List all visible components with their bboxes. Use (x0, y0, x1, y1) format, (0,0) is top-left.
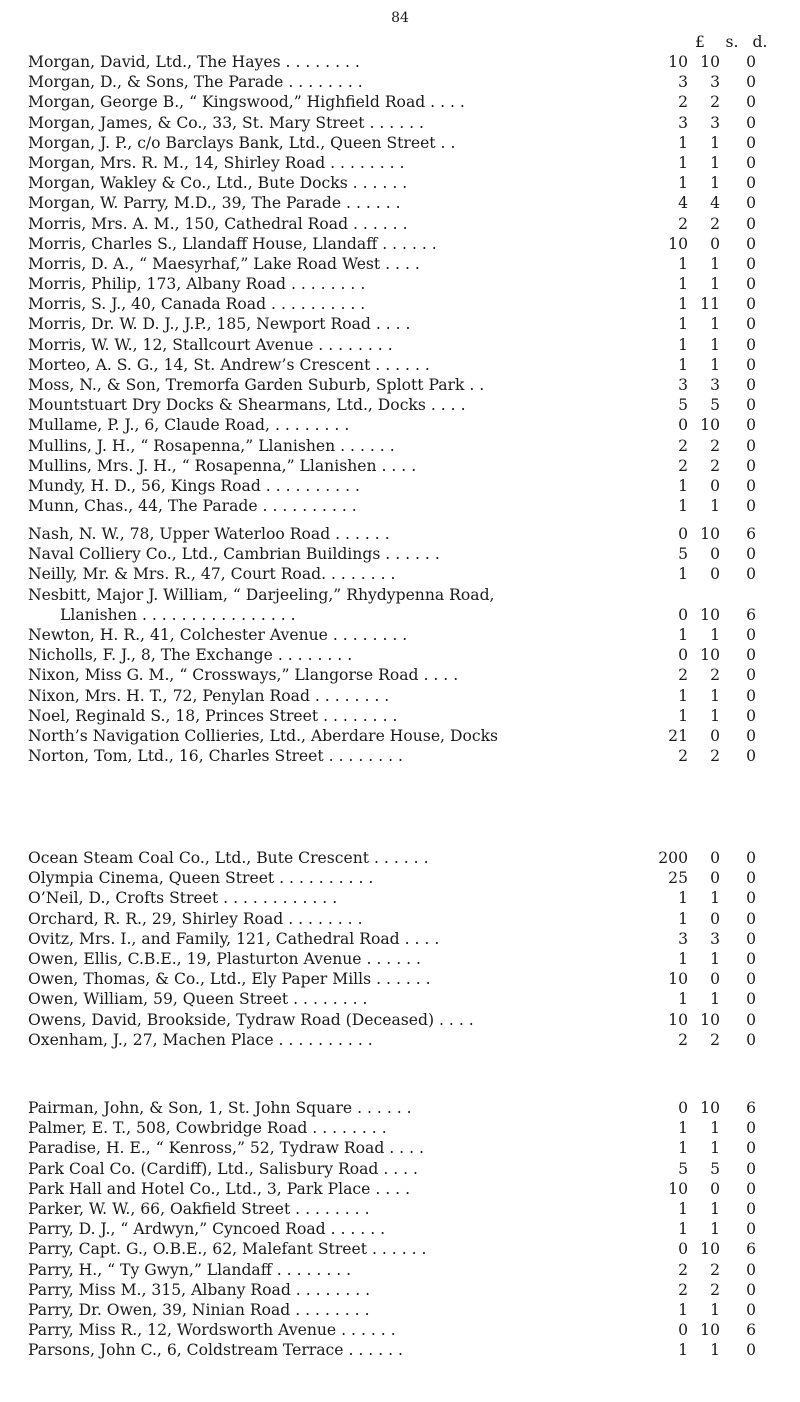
list-item (0, 92, 800, 112)
amount-pounds: 3 (678, 113, 688, 132)
amount-pounds: 0 (678, 525, 688, 543)
amount-pounds: 10 (668, 1010, 688, 1029)
subscriber-name: North’s Navigation Collieries, Ltd., Aberdare House, Docks (28, 726, 499, 745)
list-item (0, 254, 800, 274)
list-item (0, 1199, 800, 1219)
amount-pounds: 0 (678, 605, 688, 624)
amount-shillings: 1 (710, 254, 720, 273)
list-item (0, 1340, 800, 1360)
amount-shillings: 1 (710, 1341, 720, 1360)
amount-shillings: 2 (710, 1260, 720, 1279)
amount-pence: 0 (746, 625, 756, 644)
list-item (0, 1138, 800, 1158)
amount-pounds: 0 (678, 646, 688, 665)
list-section (0, 1098, 800, 1360)
amount-pence: 0 (746, 416, 756, 435)
amount-pence: 0 (746, 456, 756, 475)
amount-pence: 0 (746, 545, 756, 564)
pence-header: d. (752, 33, 768, 51)
subscriber-name: Morris, Charles S., Llandaff House, Llandaff . . . . . . (28, 234, 437, 253)
subscriber-name: Parry, Miss M., 315, Albany Road . . . . . . . . (28, 1280, 371, 1299)
amount-pounds: 1 (678, 174, 688, 193)
list-item (0, 625, 800, 645)
amount-shillings: 2 (710, 1280, 720, 1299)
list-item (0, 686, 800, 706)
amount-pounds: 3 (678, 73, 688, 92)
amount-pence: 0 (746, 53, 756, 71)
subscriber-name: Palmer, E. T., 508, Cowbridge Road . . . . . . . . (28, 1119, 387, 1138)
subscriber-name: O’Neil, D., Crofts Street . . . . . . . . . . . . (28, 889, 338, 908)
amount-pence: 0 (746, 949, 756, 968)
subscriber-name: Noel, Reginald S., 18, Princes Street . . . . . . . . (28, 706, 398, 725)
subscriber-name: Nicholls, F. J., 8, The Exchange . . . . . . . . (28, 646, 353, 665)
subscriber-name: Nixon, Mrs. H. T., 72, Penylan Road . . . . . . . . (28, 686, 390, 705)
amount-pounds: 0 (678, 1099, 688, 1117)
subscriber-name: Mundy, H. D., 56, Kings Road . . . . . . . . . . (28, 476, 360, 495)
amount-pence: 0 (746, 335, 756, 354)
subscriber-name: Morgan, D., & Sons, The Parade . . . . . . . . (28, 73, 363, 92)
list-item (0, 989, 800, 1009)
list-section (0, 848, 800, 1050)
subscriber-name: Morris, D. A., “ Maesyrhaf,” Lake Road West . . . . (28, 254, 420, 273)
amount-shillings: 2 (710, 456, 720, 475)
column-header (678, 33, 778, 53)
list-item (0, 314, 800, 334)
amount-pence: 0 (746, 909, 756, 928)
subscriber-name: Ocean Steam Coal Co., Ltd., Bute Crescent . . . . . . (28, 849, 429, 867)
subscriber-name: Orchard, R. R., 29, Shirley Road . . . . . . . . (28, 909, 363, 928)
subscriber-name: Mullins, Mrs. J. H., “ Rosapenna,” Llanishen . . . . (28, 456, 417, 475)
subscriber-name: Morris, Mrs. A. M., 150, Cathedral Road . . . . . . (28, 214, 408, 233)
subscriber-name: Owen, Thomas, & Co., Ltd., Ely Paper Mills . . . . . . (28, 970, 431, 989)
subscriber-name: Mullame, P. J., 6, Claude Road, . . . . . . . . (28, 416, 350, 435)
amount-shillings: 10 (700, 605, 720, 624)
subscriber-name: Mountstuart Dry Docks & Shearmans, Ltd., Docks . . . . (28, 396, 466, 415)
amount-shillings: 2 (710, 1030, 720, 1049)
amount-pounds: 1 (678, 706, 688, 725)
amount-pence: 6 (746, 1099, 756, 1117)
list-item (0, 909, 800, 929)
amount-pence: 0 (746, 1119, 756, 1138)
subscriber-name: Oxenham, J., 27, Machen Place . . . . . . . . . . (28, 1030, 373, 1049)
list-item (0, 375, 800, 395)
subscriber-name: Parry, D. J., “ Ardwyn,” Cyncoed Road . . . . . . (28, 1220, 386, 1239)
amount-shillings: 1 (710, 625, 720, 644)
amount-shillings: 10 (700, 525, 720, 543)
amount-pence: 0 (746, 93, 756, 112)
amount-shillings: 10 (700, 1240, 720, 1259)
list-item (0, 173, 800, 193)
amount-pounds: 1 (678, 625, 688, 644)
amount-pounds: 2 (678, 456, 688, 475)
amount-shillings: 1 (710, 275, 720, 294)
list-item (0, 193, 800, 213)
subscriber-name: Parsons, John C., 6, Coldstream Terrace . . . . . . (28, 1341, 404, 1360)
amount-pence: 6 (746, 605, 756, 624)
amount-shillings: 0 (710, 849, 720, 867)
list-item (0, 969, 800, 989)
amount-pence: 0 (746, 1030, 756, 1049)
amount-pounds: 1 (678, 133, 688, 152)
subscriber-name: Nixon, Miss G. M., “ Crossways,” Llangorse Road . . . . (28, 666, 459, 685)
pounds-header: £ (695, 33, 705, 51)
amount-pounds: 1 (678, 909, 688, 928)
subscriber-name: Olympia Cinema, Queen Street . . . . . . . . . . (28, 869, 374, 888)
amount-shillings: 10 (700, 53, 720, 71)
list-item (0, 1219, 800, 1239)
amount-pounds: 2 (678, 1260, 688, 1279)
subscriber-name: Parker, W. W., 66, Oakfield Street . . . . . . . . (28, 1199, 370, 1218)
amount-shillings: 4 (710, 194, 720, 213)
subscriber-name: Nesbitt, Major J. William, “ Darjeeling,” Rhydypenna Road, Llanishen . . . . . . . . . . . . . . . . (28, 585, 660, 625)
list-item (0, 274, 800, 294)
list-item (0, 868, 800, 888)
amount-shillings: 1 (710, 990, 720, 1009)
subscriber-name: Owen, William, 59, Queen Street . . . . . . . . (28, 990, 368, 1009)
amount-shillings: 1 (710, 1119, 720, 1138)
subscriber-name: Owens, David, Brookside, Tydraw Road (Deceased) . . . . (28, 1010, 474, 1029)
list-item (0, 1260, 800, 1280)
amount-pounds: 10 (668, 1179, 688, 1198)
subscriber-name: Morgan, David, Ltd., The Hayes . . . . . . . . (28, 53, 360, 71)
subscriber-name: Park Coal Co. (Cardiff), Ltd., Salisbury Road . . . . (28, 1159, 419, 1178)
amount-pence: 6 (746, 1321, 756, 1340)
amount-shillings: 1 (710, 133, 720, 152)
subscriber-name: Moss, N., & Son, Tremorfa Garden Suburb, Splott Park . . (28, 376, 485, 394)
amount-pounds: 1 (678, 254, 688, 273)
amount-pounds: 1 (678, 1119, 688, 1138)
subscriber-name: Naval Colliery Co., Ltd., Cambrian Buildings . . . . . . (28, 545, 440, 564)
amount-pounds: 1 (678, 1300, 688, 1319)
amount-pence: 0 (746, 1280, 756, 1299)
amount-shillings: 0 (710, 1179, 720, 1198)
list-item (0, 564, 800, 584)
amount-pounds: 2 (678, 214, 688, 233)
amount-pence: 0 (746, 497, 756, 516)
amount-pence: 0 (746, 970, 756, 989)
amount-pounds: 5 (678, 396, 688, 415)
amount-pence: 0 (746, 1010, 756, 1029)
subscriber-name: Morris, Dr. W. D. J., J.P., 185, Newport Road . . . . (28, 315, 411, 334)
list-item (0, 234, 800, 254)
list-item (0, 585, 800, 625)
amount-pounds: 0 (678, 1240, 688, 1259)
subscriber-name: Parry, Capt. G., O.B.E., 62, Malefant Street . . . . . . (28, 1240, 427, 1259)
amount-pounds: 1 (678, 889, 688, 908)
amount-pence: 0 (746, 747, 756, 766)
list-item (0, 524, 800, 544)
subscriber-name: Morgan, Mrs. R. M., 14, Shirley Road . . . . . . . . (28, 153, 405, 172)
amount-pounds: 10 (668, 234, 688, 253)
list-item (0, 726, 800, 746)
amount-pounds: 1 (678, 949, 688, 968)
amount-shillings: 2 (710, 93, 720, 112)
list-item (0, 294, 800, 314)
amount-pence: 0 (746, 153, 756, 172)
amount-pounds: 10 (668, 970, 688, 989)
subscriber-name: Morris, W. W., 12, Stallcourt Avenue . . . . . . . . (28, 335, 393, 354)
amount-pounds: 200 (658, 849, 688, 867)
amount-pounds: 0 (678, 416, 688, 435)
amount-pence: 0 (746, 1220, 756, 1239)
subscriber-name: Nash, N. W., 78, Upper Waterloo Road . . . . . . (28, 525, 390, 543)
amount-pence: 0 (746, 646, 756, 665)
amount-pence: 0 (746, 133, 756, 152)
amount-pounds: 1 (678, 355, 688, 374)
amount-shillings: 0 (710, 726, 720, 745)
subscriber-name: Morgan, Wakley & Co., Ltd., Bute Docks . . . . . . (28, 174, 408, 193)
page-number: 84 (391, 10, 409, 26)
amount-pence: 0 (746, 1260, 756, 1279)
list-item (0, 1179, 800, 1199)
amount-pounds: 21 (668, 726, 688, 745)
subscriber-name: Mullins, J. H., “ Rosapenna,” Llanishen . . . . . . (28, 436, 395, 455)
amount-pounds: 1 (678, 275, 688, 294)
amount-pounds: 1 (678, 497, 688, 516)
amount-pounds: 2 (678, 747, 688, 766)
amount-pence: 0 (746, 275, 756, 294)
subscriber-name-continued: Llanishen . . . . . . . . . . . . . . . . (60, 605, 296, 624)
amount-pence: 0 (746, 73, 756, 92)
amount-shillings: 1 (710, 1300, 720, 1319)
amount-shillings: 10 (700, 416, 720, 435)
amount-pence: 0 (746, 565, 756, 584)
amount-pence: 0 (746, 686, 756, 705)
amount-shillings: 11 (700, 295, 720, 314)
amount-pounds: 2 (678, 1280, 688, 1299)
list-item (0, 436, 800, 456)
list-item (0, 544, 800, 564)
amount-shillings: 10 (700, 1321, 720, 1340)
amount-shillings: 0 (710, 869, 720, 888)
amount-pounds: 10 (668, 53, 688, 71)
list-item (0, 52, 800, 72)
subscriber-name: Morgan, J. P., c/o Barclays Bank, Ltd., Queen Street . . (28, 133, 456, 152)
list-item (0, 1280, 800, 1300)
amount-pence: 0 (746, 889, 756, 908)
list-section (0, 52, 800, 516)
amount-pounds: 1 (678, 1139, 688, 1158)
subscriber-name: Parry, H., “ Ty Gwyn,” Llandaff . . . . . . . . (28, 1260, 352, 1279)
amount-shillings: 2 (710, 214, 720, 233)
amount-pence: 0 (746, 355, 756, 374)
amount-pence: 0 (746, 849, 756, 867)
amount-pounds: 1 (678, 1220, 688, 1239)
list-item (0, 415, 800, 435)
amount-pence: 0 (746, 174, 756, 193)
amount-pence: 0 (746, 666, 756, 685)
subscriber-name: Ovitz, Mrs. I., and Family, 121, Cathedral Road . . . . (28, 929, 440, 948)
amount-pence: 0 (746, 1179, 756, 1198)
amount-pence: 0 (746, 706, 756, 725)
list-item (0, 1239, 800, 1259)
subscriber-name: Munn, Chas., 44, The Parade . . . . . . . . . . (28, 497, 357, 516)
amount-pence: 0 (746, 1341, 756, 1360)
amount-shillings: 1 (710, 335, 720, 354)
list-item (0, 496, 800, 516)
amount-pounds: 1 (678, 565, 688, 584)
amount-pounds: 2 (678, 1030, 688, 1049)
amount-shillings: 1 (710, 706, 720, 725)
amount-pounds: 3 (678, 376, 688, 394)
amount-shillings: 1 (710, 355, 720, 374)
list-item (0, 1098, 800, 1118)
amount-shillings: 0 (710, 476, 720, 495)
amount-pounds: 1 (678, 686, 688, 705)
subscriber-name: Parry, Miss R., 12, Wordsworth Avenue . . . . . . (28, 1321, 396, 1340)
amount-shillings: 0 (710, 565, 720, 584)
amount-shillings: 0 (710, 234, 720, 253)
amount-shillings: 3 (710, 376, 720, 394)
amount-pence: 0 (746, 929, 756, 948)
list-item (0, 746, 800, 766)
amount-shillings: 1 (710, 174, 720, 193)
list-item (0, 113, 800, 133)
amount-pounds: 1 (678, 295, 688, 314)
amount-pounds: 2 (678, 93, 688, 112)
amount-pounds: 2 (678, 436, 688, 455)
list-item (0, 929, 800, 949)
amount-pence: 0 (746, 1300, 756, 1319)
list-item (0, 665, 800, 685)
amount-shillings: 1 (710, 497, 720, 516)
amount-shillings: 1 (710, 153, 720, 172)
amount-shillings: 5 (710, 1159, 720, 1178)
amount-pence: 0 (746, 214, 756, 233)
list-item (0, 355, 800, 375)
list-item (0, 888, 800, 908)
subscriber-name: Morris, Philip, 173, Albany Road . . . . . . . . (28, 275, 366, 294)
amount-shillings: 1 (710, 315, 720, 334)
amount-pounds: 5 (678, 545, 688, 564)
amount-shillings: 10 (700, 1010, 720, 1029)
list-item (0, 1030, 800, 1050)
amount-shillings: 10 (700, 1099, 720, 1117)
amount-pence: 0 (746, 194, 756, 213)
amount-pounds: 1 (678, 476, 688, 495)
amount-pence: 0 (746, 436, 756, 455)
amount-pence: 0 (746, 376, 756, 394)
list-item (0, 133, 800, 153)
amount-shillings: 0 (710, 970, 720, 989)
amount-pounds: 5 (678, 1159, 688, 1178)
amount-pounds: 1 (678, 315, 688, 334)
amount-pence: 0 (746, 254, 756, 273)
amount-pounds: 2 (678, 666, 688, 685)
list-item (0, 1010, 800, 1030)
subscriber-name: Paradise, H. E., “ Kenross,” 52, Tydraw Road . . . . (28, 1139, 424, 1158)
shillings-header: s. (725, 33, 739, 51)
list-item (0, 1300, 800, 1320)
amount-shillings: 2 (710, 747, 720, 766)
list-item (0, 395, 800, 415)
amount-shillings: 3 (710, 73, 720, 92)
amount-shillings: 1 (710, 1220, 720, 1239)
list-item (0, 476, 800, 496)
amount-shillings: 1 (710, 1199, 720, 1218)
subscriber-name: Park Hall and Hotel Co., Ltd., 3, Park Place . . . . (28, 1179, 411, 1198)
amount-pounds: 1 (678, 1199, 688, 1218)
amount-pence: 0 (746, 1139, 756, 1158)
subscriber-name: Morgan, James, & Co., 33, St. Mary Street . . . . . . (28, 113, 424, 132)
list-item (0, 1159, 800, 1179)
list-item (0, 72, 800, 92)
list-section (0, 524, 800, 766)
list-item (0, 706, 800, 726)
subscriber-name: Pairman, John, & Son, 1, St. John Square . . . . . . (28, 1099, 412, 1117)
amount-pence: 0 (746, 1159, 756, 1178)
amount-shillings: 0 (710, 545, 720, 564)
amount-pence: 0 (746, 295, 756, 314)
amount-pounds: 25 (668, 869, 688, 888)
list-item (0, 1320, 800, 1340)
amount-pence: 6 (746, 525, 756, 543)
amount-pence: 0 (746, 990, 756, 1009)
list-item (0, 335, 800, 355)
amount-shillings: 5 (710, 396, 720, 415)
amount-pounds: 3 (678, 929, 688, 948)
list-item (0, 456, 800, 476)
amount-shillings: 2 (710, 666, 720, 685)
list-item (0, 1118, 800, 1138)
amount-shillings: 3 (710, 113, 720, 132)
amount-pounds: 1 (678, 1341, 688, 1360)
list-item (0, 214, 800, 234)
subscriber-name: Morris, S. J., 40, Canada Road . . . . . . . . . . (28, 295, 366, 314)
amount-pounds: 0 (678, 1321, 688, 1340)
subscriber-name: Morteo, A. S. G., 14, St. Andrew’s Crescent . . . . . . (28, 355, 430, 374)
amount-pence: 0 (746, 396, 756, 415)
amount-shillings: 0 (710, 909, 720, 928)
amount-shillings: 1 (710, 949, 720, 968)
amount-pence: 0 (746, 1199, 756, 1218)
list-item (0, 645, 800, 665)
amount-pence: 0 (746, 234, 756, 253)
amount-pence: 0 (746, 476, 756, 495)
amount-pence: 6 (746, 1240, 756, 1259)
subscriber-name: Parry, Dr. Owen, 39, Ninian Road . . . . . . . . (28, 1300, 370, 1319)
amount-shillings: 1 (710, 889, 720, 908)
amount-pence: 0 (746, 315, 756, 334)
subscriber-name: Newton, H. R., 41, Colchester Avenue . . . . . . . . (28, 625, 408, 644)
amount-pence: 0 (746, 726, 756, 745)
amount-shillings: 3 (710, 929, 720, 948)
amount-pence: 0 (746, 113, 756, 132)
list-item (0, 848, 800, 868)
amount-shillings: 10 (700, 646, 720, 665)
amount-pounds: 1 (678, 335, 688, 354)
amount-pounds: 4 (678, 194, 688, 213)
subscriber-name: Morgan, George B., “ Kingswood,” Highfield Road . . . . (28, 93, 465, 112)
amount-shillings: 1 (710, 686, 720, 705)
amount-pounds: 1 (678, 153, 688, 172)
amount-shillings: 2 (710, 436, 720, 455)
amount-shillings: 1 (710, 1139, 720, 1158)
list-item (0, 153, 800, 173)
amount-pounds: 1 (678, 990, 688, 1009)
subscriber-name: Norton, Tom, Ltd., 16, Charles Street . . . . . . . . (28, 747, 403, 766)
list-item (0, 949, 800, 969)
subscriber-name: Owen, Ellis, C.B.E., 19, Plasturton Avenue . . . . . . (28, 949, 421, 968)
subscriber-name: Morgan, W. Parry, M.D., 39, The Parade . . . . . . (28, 194, 401, 213)
amount-pence: 0 (746, 869, 756, 888)
subscriber-name: Neilly, Mr. & Mrs. R., 47, Court Road. . . . . . . . (28, 565, 396, 584)
